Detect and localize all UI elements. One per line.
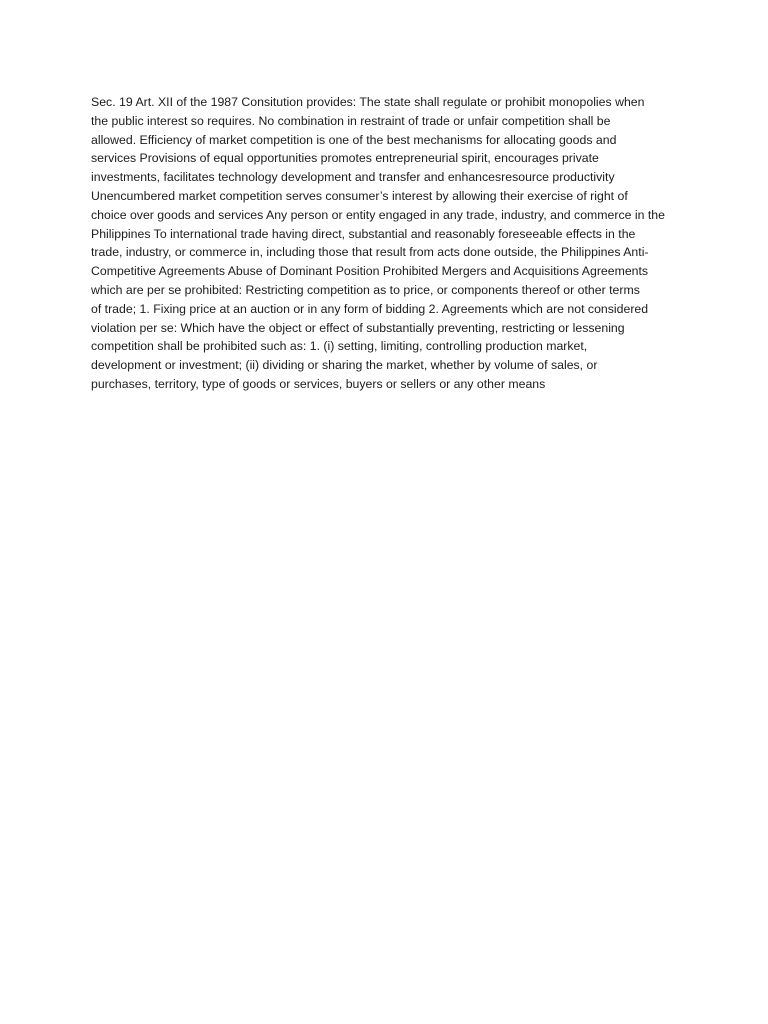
paragraph-line: trade, industry, or commerce in, including those that result from acts done outside, the Philippines Anti- bbox=[91, 245, 649, 260]
paragraph-line: Unencumbered market competition serves consumer’s interest by allowing their exercise of right of bbox=[91, 188, 628, 203]
paragraph-line: competition shall be prohibited such as: 1. (i) setting, limiting, controlling production market, bbox=[91, 339, 588, 354]
paragraph-line: investments, facilitates technology development and transfer and enhancesresource productivity bbox=[91, 170, 615, 185]
paragraph-line: which are per se prohibited: Restricting competition as to price, or components thereof or other terms bbox=[91, 282, 640, 297]
paragraph-line: Philippines To international trade having direct, substantial and reasonably foreseeable effects in the bbox=[91, 226, 636, 241]
paragraph-line: of trade; 1. Fixing price at an auction or in any form of bidding 2. Agreements which are not considered bbox=[91, 301, 649, 316]
paragraph-line: Competitive Agreements Abuse of Dominant Position Prohibited Mergers and Acquisitions Agreements bbox=[91, 264, 649, 279]
body-paragraph bbox=[91, 93, 691, 394]
paragraph-line: services Provisions of equal opportunities promotes entrepreneurial spirit, encourages private bbox=[91, 151, 599, 166]
paragraph-line: development or investment; (ii) dividing or sharing the market, whether by volume of sales, or bbox=[91, 358, 598, 373]
paragraph-line: allowed. Efficiency of market competition is one of the best mechanisms for allocating goods and bbox=[91, 132, 617, 147]
paragraph-line: purchases, territory, type of goods or services, buyers or sellers or any other means bbox=[91, 376, 546, 391]
paragraph-line: the public interest so requires. No combination in restraint of trade or unfair competition shall be bbox=[91, 113, 611, 128]
paragraph-line: choice over goods and services Any person or entity engaged in any trade, industry, and commerce in the bbox=[91, 207, 665, 222]
paragraph-line: Sec. 19 Art. XII of the 1987 Consitution provides: The state shall regulate or prohibit monopolies when bbox=[91, 95, 645, 109]
paragraph-line: violation per se: Which have the object or effect of substantially preventing, restricting or lessening bbox=[91, 320, 625, 335]
